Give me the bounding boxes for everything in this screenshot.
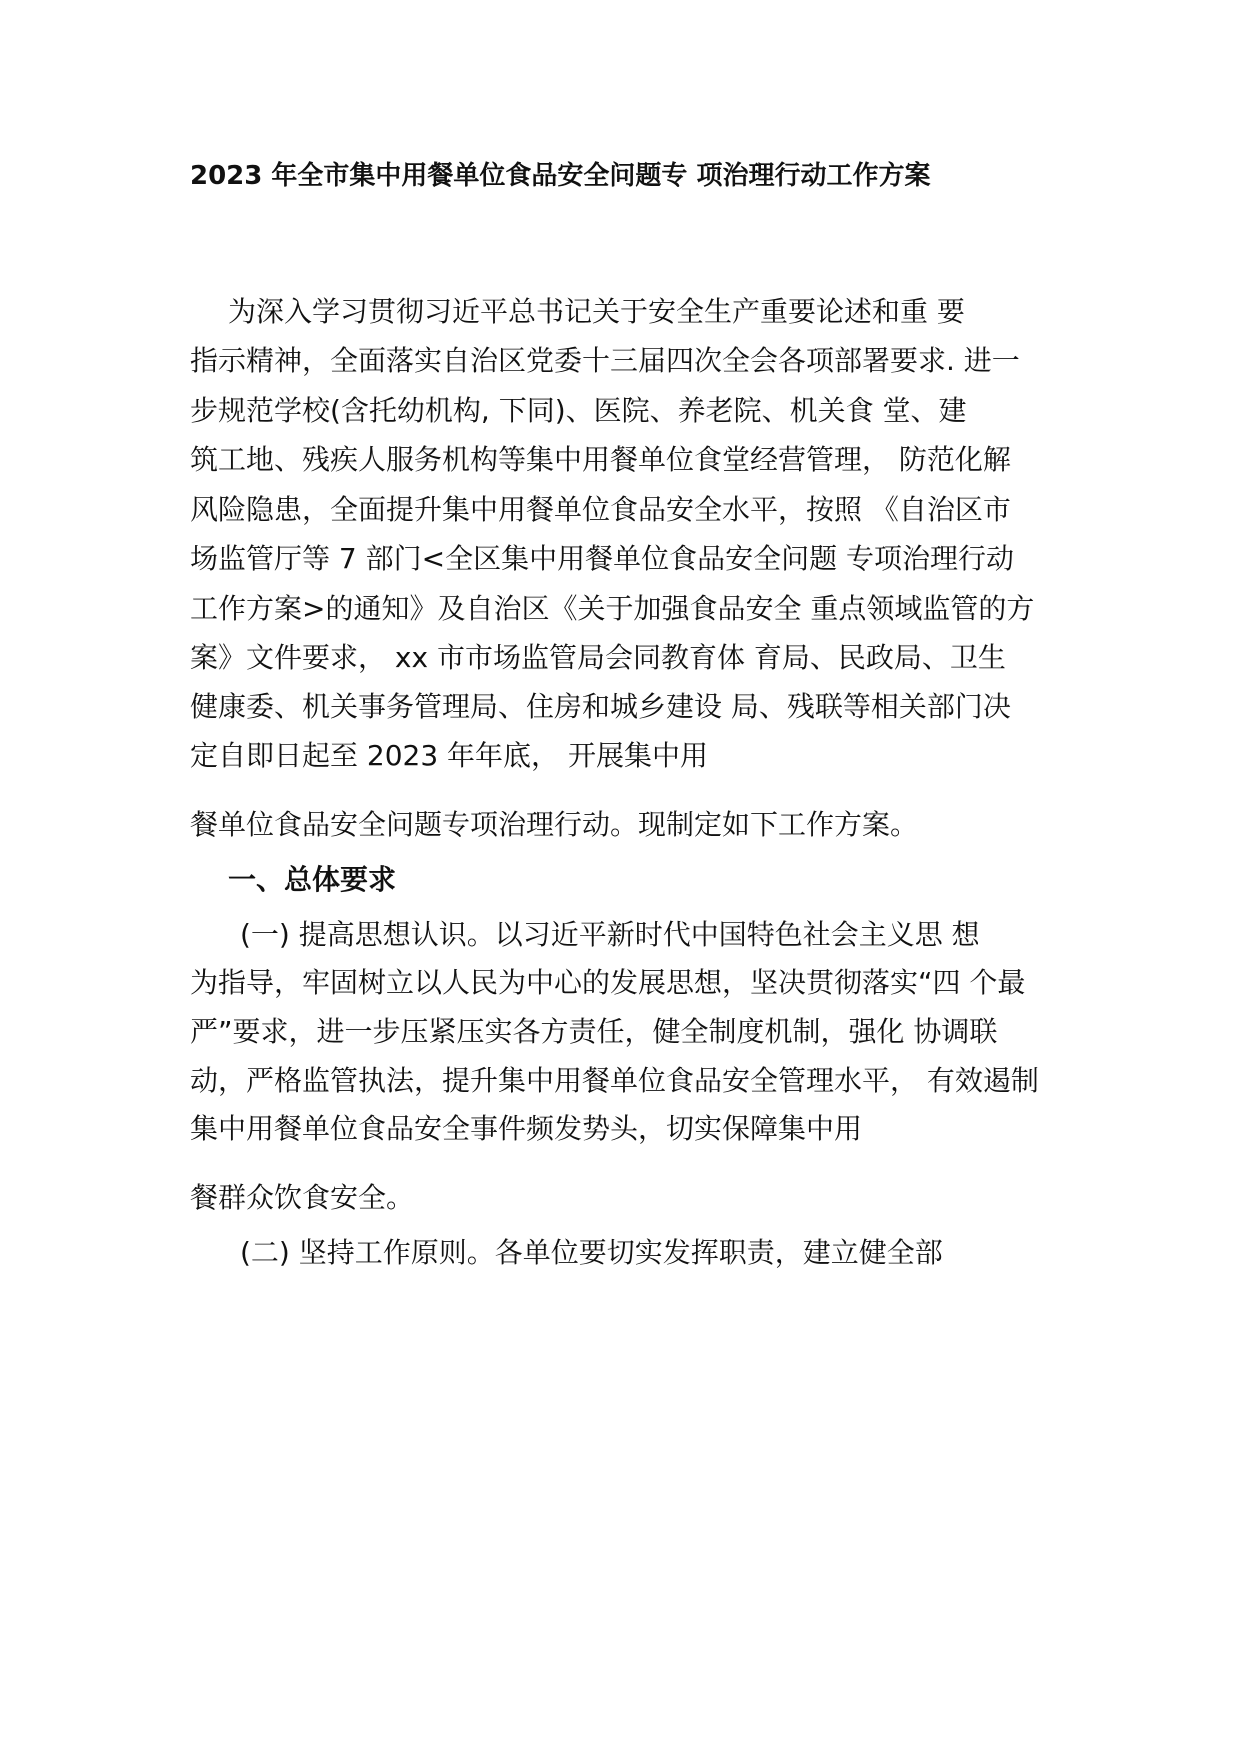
intro-line: 健康委、机关事务管理局、住房和城乡建设 局、残联等相关部门决 xyxy=(190,690,1011,723)
intro-line: 工作方案>的通知》及自治区《关于加强食品安全 重点领域监管的方 xyxy=(190,592,1035,625)
intro-line: 风险隐患，全面提升集中用餐单位食品安全水平，按照 《自治区市 xyxy=(190,493,1011,526)
document-title: 2023 年全市集中用餐单位食品安全问题专 项治理行动工作方案 xyxy=(190,161,931,191)
intro-line: 为深入学习贯彻习近平总书记关于安全生产重要论述和重 要 xyxy=(228,295,965,328)
intro-line: 步规范学校(含托幼机构, 下同)、医院、养老院、机关食 堂、建 xyxy=(190,394,967,427)
intro-line: 定自即日起至 2023 年年底， 开展集中用 xyxy=(190,739,708,772)
intro-line: 场监管厅等 7 部门<全区集中用餐单位食品安全问题 专项治理行动 xyxy=(190,542,1014,575)
para1-tail-line: 餐群众饮食安全。 xyxy=(190,1181,415,1214)
para1-line: (一) 提高思想认识。以习近平新时代中国特色社会主义思 想 xyxy=(240,918,980,951)
para1-line: 严”要求，进一步压紧压实各方责任，健全制度机制，强化 协调联 xyxy=(190,1015,998,1048)
intro-line: 案》文件要求， xx 市市场监管局会同教育体 育局、民政局、卫生 xyxy=(190,641,1006,674)
para1-line: 为指导，牢固树立以人民为中心的发展思想，坚决贯彻落实“四 个最 xyxy=(190,966,1026,999)
para1-line: 集中用餐单位食品安全事件频发势头，切实保障集中用 xyxy=(190,1112,863,1145)
intro-line: 筑工地、残疾人服务机构等集中用餐单位食堂经营管理， 防范化解 xyxy=(190,443,1011,476)
para1-line: 动，严格监管执法，提升集中用餐单位食品安全管理水平， 有效遏制 xyxy=(190,1064,1039,1097)
para2-line: (二) 坚持工作原则。各单位要切实发挥职责，建立健全部 xyxy=(240,1236,943,1269)
intro-tail-line: 餐单位食品安全问题专项治理行动。现制定如下工作方案。 xyxy=(190,808,919,841)
section-heading: 一、总体要求 xyxy=(228,863,397,896)
intro-line: 指示精神，全面落实自治区党委十三届四次全会各项部署要求. 进一 xyxy=(190,344,1020,377)
